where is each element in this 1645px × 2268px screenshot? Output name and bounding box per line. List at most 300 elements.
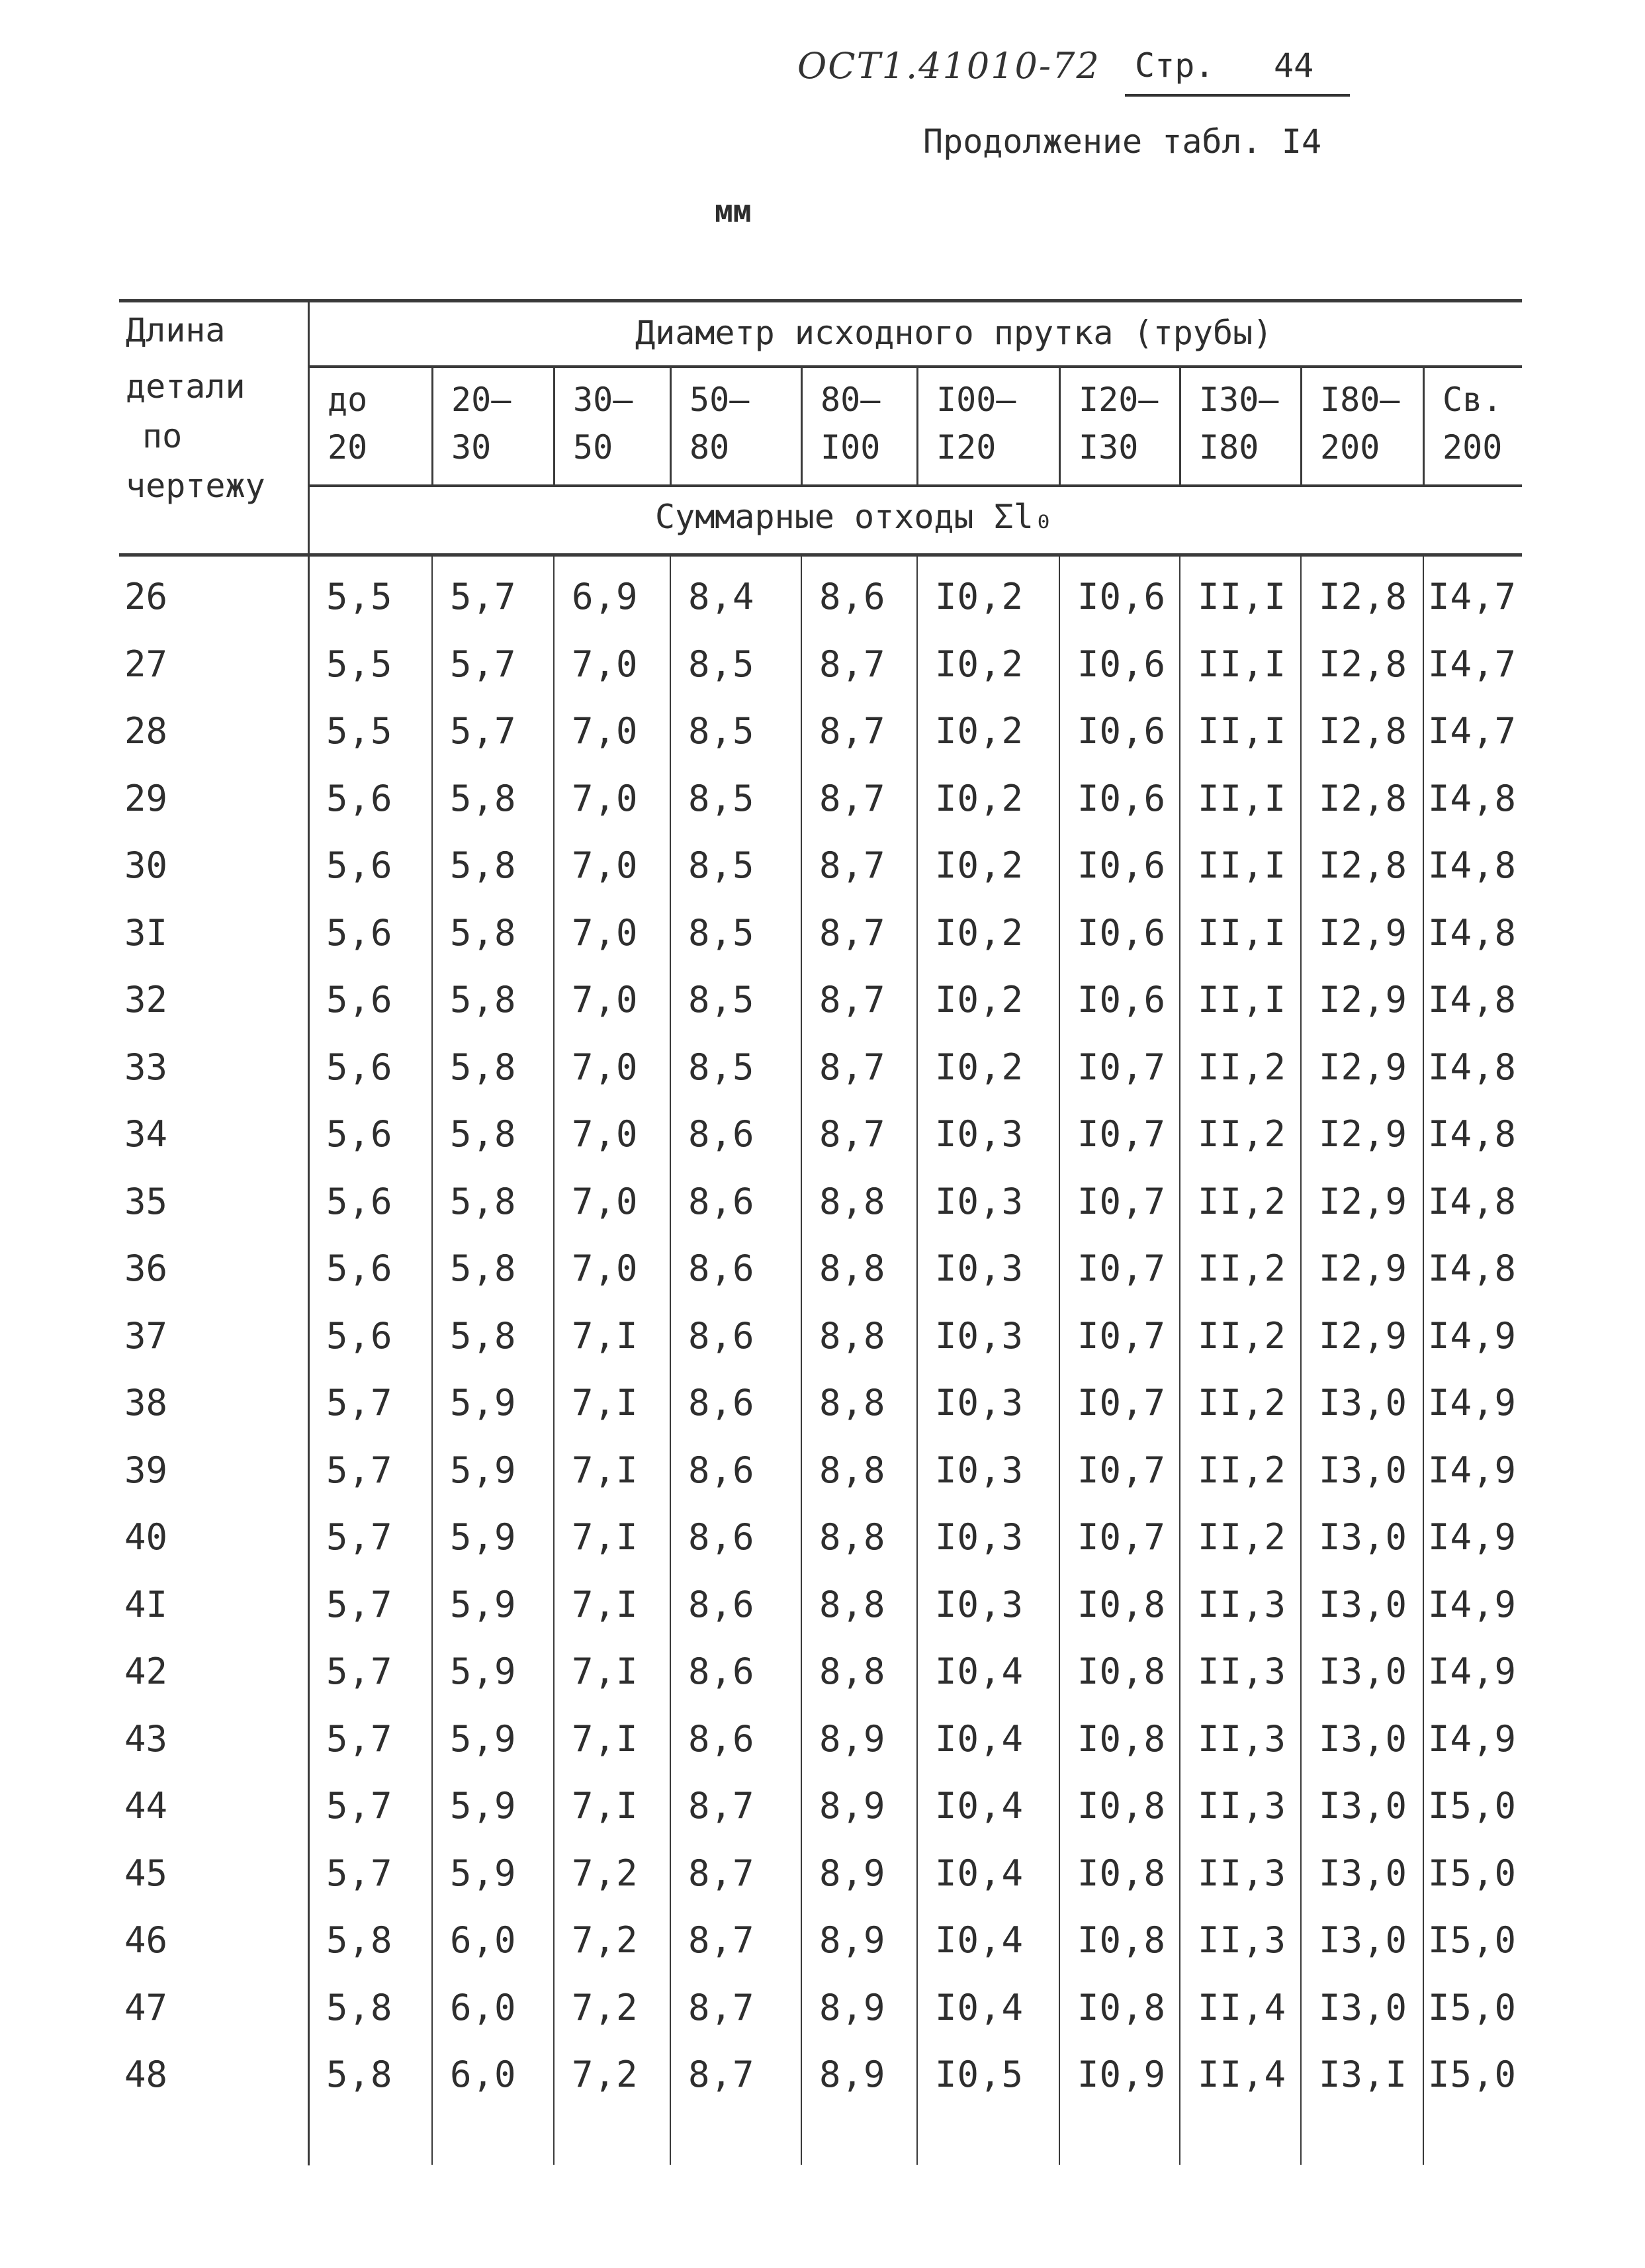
- units-label: мм: [715, 193, 752, 229]
- table-cell: 8,8: [819, 1247, 886, 1289]
- table-cell: 5,7: [326, 1516, 393, 1558]
- table-cell: II,2: [1198, 1314, 1287, 1357]
- column-header-bottom: 200: [1320, 428, 1380, 467]
- table-cell: 7,0: [572, 1046, 639, 1088]
- table-cell: I3,0: [1319, 1986, 1408, 2028]
- table-cell: I4,9: [1428, 1516, 1517, 1558]
- table-cell: I4,9: [1428, 1583, 1517, 1625]
- table-cell: 8,5: [688, 911, 755, 954]
- table-cell: I0,2: [935, 777, 1024, 819]
- column-header: [1079, 376, 1158, 471]
- table-cell: 5,9: [450, 1449, 517, 1491]
- table-cell: I0,3: [935, 1247, 1024, 1289]
- table-cell: 7,2: [572, 1986, 639, 2028]
- table-cell: 5,9: [450, 1583, 517, 1625]
- table-cell: 7,I: [572, 1583, 639, 1625]
- table-cell: 7,0: [572, 979, 639, 1021]
- table-cell: I4,8: [1428, 777, 1517, 819]
- table-cell: I0,6: [1077, 911, 1167, 954]
- table-cell: 5,6: [326, 1046, 393, 1088]
- row-header-line-1: Длина: [126, 311, 226, 349]
- table-cell: II,3: [1198, 1852, 1287, 1894]
- table-cell: 7,0: [572, 710, 639, 752]
- table-cell: I4,8: [1428, 979, 1517, 1021]
- table-cell: I3,0: [1319, 1785, 1408, 1827]
- table-cell: I0,7: [1077, 1449, 1167, 1491]
- table-cell: 7,0: [572, 777, 639, 819]
- column-header: [936, 376, 1016, 471]
- table-cell: I4,8: [1428, 1180, 1517, 1222]
- table-cell: I0,6: [1077, 710, 1167, 752]
- column-header-bottom: 80: [689, 428, 730, 467]
- table-cell: 7,I: [572, 1651, 639, 1692]
- table-cell: 8,7: [688, 2054, 755, 2095]
- table-cell: 7,I: [572, 1382, 639, 1424]
- table-cell: 5,8: [450, 844, 517, 886]
- table-cell: I0,4: [935, 1651, 1024, 1692]
- table-cell: II,2: [1198, 1449, 1287, 1491]
- table-cell: I0,6: [1077, 844, 1167, 886]
- table-cell: I4,8: [1428, 844, 1517, 886]
- table-cell: 8,5: [688, 710, 755, 752]
- table-cell: 7,I: [572, 1785, 639, 1827]
- column-divider: [1300, 368, 1302, 487]
- table-cell: I0,8: [1077, 1785, 1167, 1827]
- table-cell: 5,7: [450, 710, 517, 752]
- table-cell: I4,7: [1428, 643, 1517, 685]
- column-header-top: I80–: [1320, 381, 1400, 419]
- column-header-top: Св.: [1443, 381, 1503, 419]
- column-header-top: 30–: [573, 381, 633, 419]
- table-cell: I0,2: [935, 710, 1024, 752]
- table-cell: I3,0: [1319, 1382, 1408, 1424]
- column-divider: [1059, 368, 1061, 487]
- column-divider: [1300, 557, 1302, 2165]
- table-cell: 8,7: [819, 643, 886, 685]
- row-length: 42: [124, 1651, 168, 1692]
- table-cell: I5,0: [1428, 1785, 1517, 1827]
- table-cell: I0,2: [935, 643, 1024, 685]
- table-cell: 8,7: [819, 1046, 886, 1088]
- table-cell: 5,8: [326, 1919, 393, 1961]
- column-divider: [1423, 368, 1425, 487]
- row-length: 43: [124, 1717, 168, 1760]
- table-cell: 5,8: [450, 1247, 517, 1289]
- column-header: [1199, 376, 1278, 471]
- column-divider: [553, 368, 555, 487]
- table-cell: II,I: [1198, 643, 1287, 685]
- table-cell: 8,7: [819, 1113, 886, 1155]
- table-cell: 5,8: [450, 979, 517, 1021]
- table-cell: 8,8: [819, 1651, 886, 1692]
- row-length: 40: [124, 1516, 168, 1558]
- table-cell: 8,4: [688, 576, 755, 617]
- row-length: 46: [124, 1919, 168, 1961]
- table-cell: I0,3: [935, 1382, 1024, 1424]
- column-header: [573, 376, 633, 471]
- table-cell: 5,6: [326, 844, 393, 886]
- column-header-bottom: 50: [573, 428, 613, 467]
- table-cell: I0,2: [935, 911, 1024, 954]
- table-cell: 8,9: [819, 1919, 886, 1961]
- table-cell: I0,4: [935, 1717, 1024, 1760]
- table-cell: I0,4: [935, 1986, 1024, 2028]
- table-cell: I2,8: [1319, 844, 1408, 886]
- column-divider: [670, 368, 672, 487]
- column-divider: [1179, 368, 1181, 487]
- table-cell: 5,6: [326, 1180, 393, 1222]
- row-length: 34: [124, 1113, 168, 1155]
- table-cell: I4,7: [1428, 576, 1517, 617]
- column-header-top: I20–: [1079, 381, 1159, 419]
- table-cell: I0,3: [935, 1180, 1024, 1222]
- table-cell: I4,8: [1428, 1247, 1517, 1289]
- table-cell: 8,6: [688, 1382, 755, 1424]
- table-cell: 5,9: [450, 1516, 517, 1558]
- column-header: [689, 376, 749, 471]
- group-header-rule: [308, 365, 1522, 368]
- table-cell: 8,9: [819, 1717, 886, 1760]
- table-cell: 5,6: [326, 777, 393, 819]
- table-cell: II,I: [1198, 979, 1287, 1021]
- table-cell: 7,I: [572, 1516, 639, 1558]
- table-cell: I0,8: [1077, 1852, 1167, 1894]
- table-cell: 7,0: [572, 643, 639, 685]
- table-cell: 7,0: [572, 1247, 639, 1289]
- table-cell: 5,9: [450, 1852, 517, 1894]
- table-top-rule: [119, 299, 1522, 302]
- table-cell: II,3: [1198, 1919, 1287, 1961]
- table-cell: 8,7: [819, 710, 886, 752]
- table-cell: I4,9: [1428, 1717, 1517, 1760]
- table-cell: 8,5: [688, 979, 755, 1021]
- table-cell: II,3: [1198, 1785, 1287, 1827]
- table-cell: I0,4: [935, 1919, 1024, 1961]
- table-cell: I0,7: [1077, 1046, 1167, 1088]
- table-cell: I2,9: [1319, 1046, 1408, 1088]
- table-cell: 8,7: [688, 1986, 755, 2028]
- table-cell: 5,6: [326, 1113, 393, 1155]
- row-length: 3I: [124, 911, 168, 954]
- table-cell: I4,9: [1428, 1449, 1517, 1491]
- column-divider: [801, 368, 803, 487]
- table-cell: I2,9: [1319, 911, 1408, 954]
- column-header-bottom: I80: [1199, 428, 1259, 467]
- table-cell: I0,7: [1077, 1314, 1167, 1357]
- table-cell: I2,9: [1319, 1314, 1408, 1357]
- column-divider: [801, 557, 802, 2165]
- table-cell: 8,8: [819, 1382, 886, 1424]
- table-cell: I4,9: [1428, 1382, 1517, 1424]
- table-cell: 5,8: [450, 1314, 517, 1357]
- table-cell: I4,8: [1428, 1046, 1517, 1088]
- table-cell: II,2: [1198, 1516, 1287, 1558]
- row-length: 35: [124, 1180, 168, 1222]
- table-cell: II,I: [1198, 844, 1287, 886]
- table-cell: II,2: [1198, 1113, 1287, 1155]
- table-cell: 5,7: [326, 1651, 393, 1692]
- table-cell: I0,5: [935, 2054, 1024, 2095]
- table-cell: 8,6: [688, 1717, 755, 1760]
- table-cell: I0,6: [1077, 777, 1167, 819]
- document-code: ОСТ1.41010-72: [797, 45, 1100, 87]
- table-cell: 8,8: [819, 1583, 886, 1625]
- table-cell: 8,7: [688, 1785, 755, 1827]
- table-cell: I0,6: [1077, 979, 1167, 1021]
- table-cell: 5,8: [450, 911, 517, 954]
- table-cell: 5,7: [326, 1583, 393, 1625]
- table-cell: 7,I: [572, 1717, 639, 1760]
- row-length: 30: [124, 844, 168, 886]
- row-length: 29: [124, 777, 168, 819]
- page-number: 44: [1274, 46, 1314, 85]
- table-cell: 8,6: [688, 1113, 755, 1155]
- page-label: Стр.: [1135, 46, 1215, 85]
- table-cell: 8,6: [688, 1516, 755, 1558]
- table-cell: 5,8: [326, 1986, 393, 2028]
- table-cell: 7,2: [572, 1852, 639, 1894]
- column-header: [328, 376, 367, 471]
- column-header-top: 50–: [689, 381, 750, 419]
- row-header-line-4: чертежу: [126, 467, 265, 505]
- row-length: 44: [124, 1785, 168, 1827]
- table-cell: I0,4: [935, 1785, 1024, 1827]
- column-header-top: I30–: [1199, 381, 1279, 419]
- table-cell: I0,8: [1077, 1717, 1167, 1760]
- table-cell: 5,7: [326, 1382, 393, 1424]
- column-header-top: 20–: [451, 381, 511, 419]
- table-cell: I2,9: [1319, 1180, 1408, 1222]
- column-header: [821, 376, 880, 471]
- table-cell: 8,6: [688, 1651, 755, 1692]
- table-cell: 7,2: [572, 1919, 639, 1961]
- table-cell: 8,6: [688, 1314, 755, 1357]
- table-cell: I2,9: [1319, 1113, 1408, 1155]
- row-length: 48: [124, 2054, 168, 2095]
- group-header: Диаметр исходного прутка (трубы): [635, 314, 1273, 352]
- table-cell: 8,9: [819, 2054, 886, 2095]
- row-header-divider: [308, 299, 310, 2165]
- table-cell: 5,7: [326, 1785, 393, 1827]
- table-cell: I0,7: [1077, 1113, 1167, 1155]
- table-cell: 8,8: [819, 1449, 886, 1491]
- table-cell: 6,9: [572, 576, 639, 617]
- table-cell: I3,0: [1319, 1919, 1408, 1961]
- column-divider: [916, 368, 918, 487]
- table-cell: I2,9: [1319, 979, 1408, 1021]
- table-cell: II,I: [1198, 576, 1287, 617]
- sub-header: Суммарные отходы Σl₀: [655, 498, 1054, 536]
- table-cell: 5,6: [326, 979, 393, 1021]
- table-cell: I3,I: [1319, 2054, 1408, 2095]
- table-cell: I5,0: [1428, 1852, 1517, 1894]
- column-divider: [1059, 557, 1060, 2165]
- table-cell: I0,4: [935, 1852, 1024, 1894]
- table-cell: 7,2: [572, 2054, 639, 2095]
- table-cell: II,4: [1198, 2054, 1287, 2095]
- column-header-bottom: I30: [1079, 428, 1139, 467]
- table-cell: I5,0: [1428, 1919, 1517, 1961]
- column-header: [1443, 376, 1502, 471]
- table-cell: 8,7: [688, 1852, 755, 1894]
- table-cell: I0,8: [1077, 1583, 1167, 1625]
- table-cell: I3,0: [1319, 1449, 1408, 1491]
- table-cell: 7,0: [572, 1113, 639, 1155]
- table-cell: 5,7: [326, 1449, 393, 1491]
- table-cell: 8,5: [688, 643, 755, 685]
- table-continuation-title: Продолжение табл. I4: [923, 122, 1322, 161]
- table-cell: I4,8: [1428, 911, 1517, 954]
- table-cell: I3,0: [1319, 1583, 1408, 1625]
- column-header-bottom: 30: [451, 428, 492, 467]
- table-cell: II,3: [1198, 1583, 1287, 1625]
- row-length: 37: [124, 1314, 168, 1357]
- table-cell: I0,2: [935, 979, 1024, 1021]
- table-cell: II,2: [1198, 1046, 1287, 1088]
- table-cell: 8,7: [819, 979, 886, 1021]
- table-cell: 5,7: [326, 1852, 393, 1894]
- table-cell: I0,6: [1077, 576, 1167, 617]
- table-cell: 5,7: [326, 1717, 393, 1760]
- table-cell: I2,8: [1319, 643, 1408, 685]
- table-cell: 8,6: [688, 1180, 755, 1222]
- table-cell: I2,8: [1319, 710, 1408, 752]
- table-cell: 5,8: [450, 1046, 517, 1088]
- row-length: 28: [124, 710, 168, 752]
- table-cell: 5,8: [326, 2054, 393, 2095]
- table-cell: II,I: [1198, 710, 1287, 752]
- table-cell: 7,I: [572, 1314, 639, 1357]
- page-number-underline: [1125, 94, 1350, 97]
- table-cell: I0,3: [935, 1113, 1024, 1155]
- table-cell: II,2: [1198, 1382, 1287, 1424]
- table-cell: I0,7: [1077, 1247, 1167, 1289]
- table-cell: 8,6: [688, 1449, 755, 1491]
- table-cell: 8,7: [688, 1919, 755, 1961]
- table-cell: I0,9: [1077, 2054, 1167, 2095]
- table-cell: I4,9: [1428, 1314, 1517, 1357]
- table-cell: I2,9: [1319, 1247, 1408, 1289]
- table-cell: 8,6: [688, 1247, 755, 1289]
- table-cell: 8,8: [819, 1180, 886, 1222]
- row-length: 47: [124, 1986, 168, 2028]
- table-cell: 5,9: [450, 1382, 517, 1424]
- row-length: 38: [124, 1382, 168, 1424]
- column-divider: [670, 557, 671, 2165]
- table-cell: 8,5: [688, 1046, 755, 1088]
- table-cell: I0,7: [1077, 1516, 1167, 1558]
- column-header-top: 80–: [821, 381, 881, 419]
- table-cell: I4,9: [1428, 1651, 1517, 1692]
- column-divider: [553, 557, 555, 2165]
- table-cell: I2,8: [1319, 777, 1408, 819]
- table-cell: 8,9: [819, 1986, 886, 2028]
- table-cell: 5,7: [450, 643, 517, 685]
- column-header-bottom: I20: [936, 428, 997, 467]
- table-cell: 5,8: [450, 777, 517, 819]
- table-cell: I2,8: [1319, 576, 1408, 617]
- table-cell: 5,6: [326, 911, 393, 954]
- table-cell: 5,5: [326, 710, 393, 752]
- table-cell: 5,5: [326, 576, 393, 617]
- table-cell: 6,0: [450, 1919, 517, 1961]
- table-cell: I3,0: [1319, 1651, 1408, 1692]
- table-cell: 8,7: [819, 844, 886, 886]
- table-cell: 5,5: [326, 643, 393, 685]
- table-cell: 5,8: [450, 1113, 517, 1155]
- table-cell: 8,7: [819, 911, 886, 954]
- table-cell: I0,7: [1077, 1180, 1167, 1222]
- column-header-bottom: 200: [1443, 428, 1503, 467]
- table-cell: I0,2: [935, 844, 1024, 886]
- table-cell: I0,8: [1077, 1986, 1167, 2028]
- table-cell: 7,0: [572, 1180, 639, 1222]
- table-cell: 5,7: [450, 576, 517, 617]
- table-cell: I4,7: [1428, 710, 1517, 752]
- table-cell: 7,I: [572, 1449, 639, 1491]
- table-cell: 8,9: [819, 1852, 886, 1894]
- table-cell: 7,0: [572, 911, 639, 954]
- table-cell: I0,2: [935, 576, 1024, 617]
- table-cell: II,2: [1198, 1247, 1287, 1289]
- column-header-bottom: I00: [821, 428, 881, 467]
- column-header-bottom: 20: [328, 428, 368, 467]
- column-divider: [1179, 557, 1180, 2165]
- table-cell: 5,9: [450, 1785, 517, 1827]
- row-length: 32: [124, 979, 168, 1021]
- table-cell: 8,9: [819, 1785, 886, 1827]
- row-length: 36: [124, 1247, 168, 1289]
- row-header-line-3: по: [142, 417, 183, 455]
- table-cell: II,4: [1198, 1986, 1287, 2028]
- table-cell: I0,3: [935, 1314, 1024, 1357]
- table-cell: 8,6: [819, 576, 886, 617]
- row-length: 45: [124, 1852, 168, 1894]
- column-divider: [431, 368, 433, 487]
- table-cell: II,2: [1198, 1180, 1287, 1222]
- table-cell: I0,3: [935, 1516, 1024, 1558]
- column-header-top: I00–: [936, 381, 1016, 419]
- table-cell: 5,8: [450, 1180, 517, 1222]
- row-length: 33: [124, 1046, 168, 1088]
- table-cell: I0,8: [1077, 1651, 1167, 1692]
- table-cell: 5,9: [450, 1651, 517, 1692]
- table-cell: I3,0: [1319, 1516, 1408, 1558]
- header-bottom-rule: [119, 553, 1522, 557]
- table-cell: I5,0: [1428, 1986, 1517, 2028]
- row-header-line-2: детали: [126, 367, 245, 406]
- table-cell: 8,6: [688, 1583, 755, 1625]
- table-cell: I3,0: [1319, 1717, 1408, 1760]
- column-header: [451, 376, 511, 471]
- table-cell: I0,3: [935, 1583, 1024, 1625]
- table-cell: 5,9: [450, 1717, 517, 1760]
- table-cell: II,3: [1198, 1717, 1287, 1760]
- table-cell: 8,7: [819, 777, 886, 819]
- table-cell: I4,8: [1428, 1113, 1517, 1155]
- column-header-top: до: [328, 381, 368, 419]
- column-header: [1320, 376, 1400, 471]
- table-cell: I3,0: [1319, 1852, 1408, 1894]
- row-length: 27: [124, 643, 168, 685]
- table-cell: I0,8: [1077, 1919, 1167, 1961]
- table-cell: 8,8: [819, 1314, 886, 1357]
- table-cell: 5,6: [326, 1314, 393, 1357]
- column-divider: [431, 557, 433, 2165]
- table-cell: I0,2: [935, 1046, 1024, 1088]
- table-cell: 6,0: [450, 1986, 517, 2028]
- table-cell: 8,5: [688, 844, 755, 886]
